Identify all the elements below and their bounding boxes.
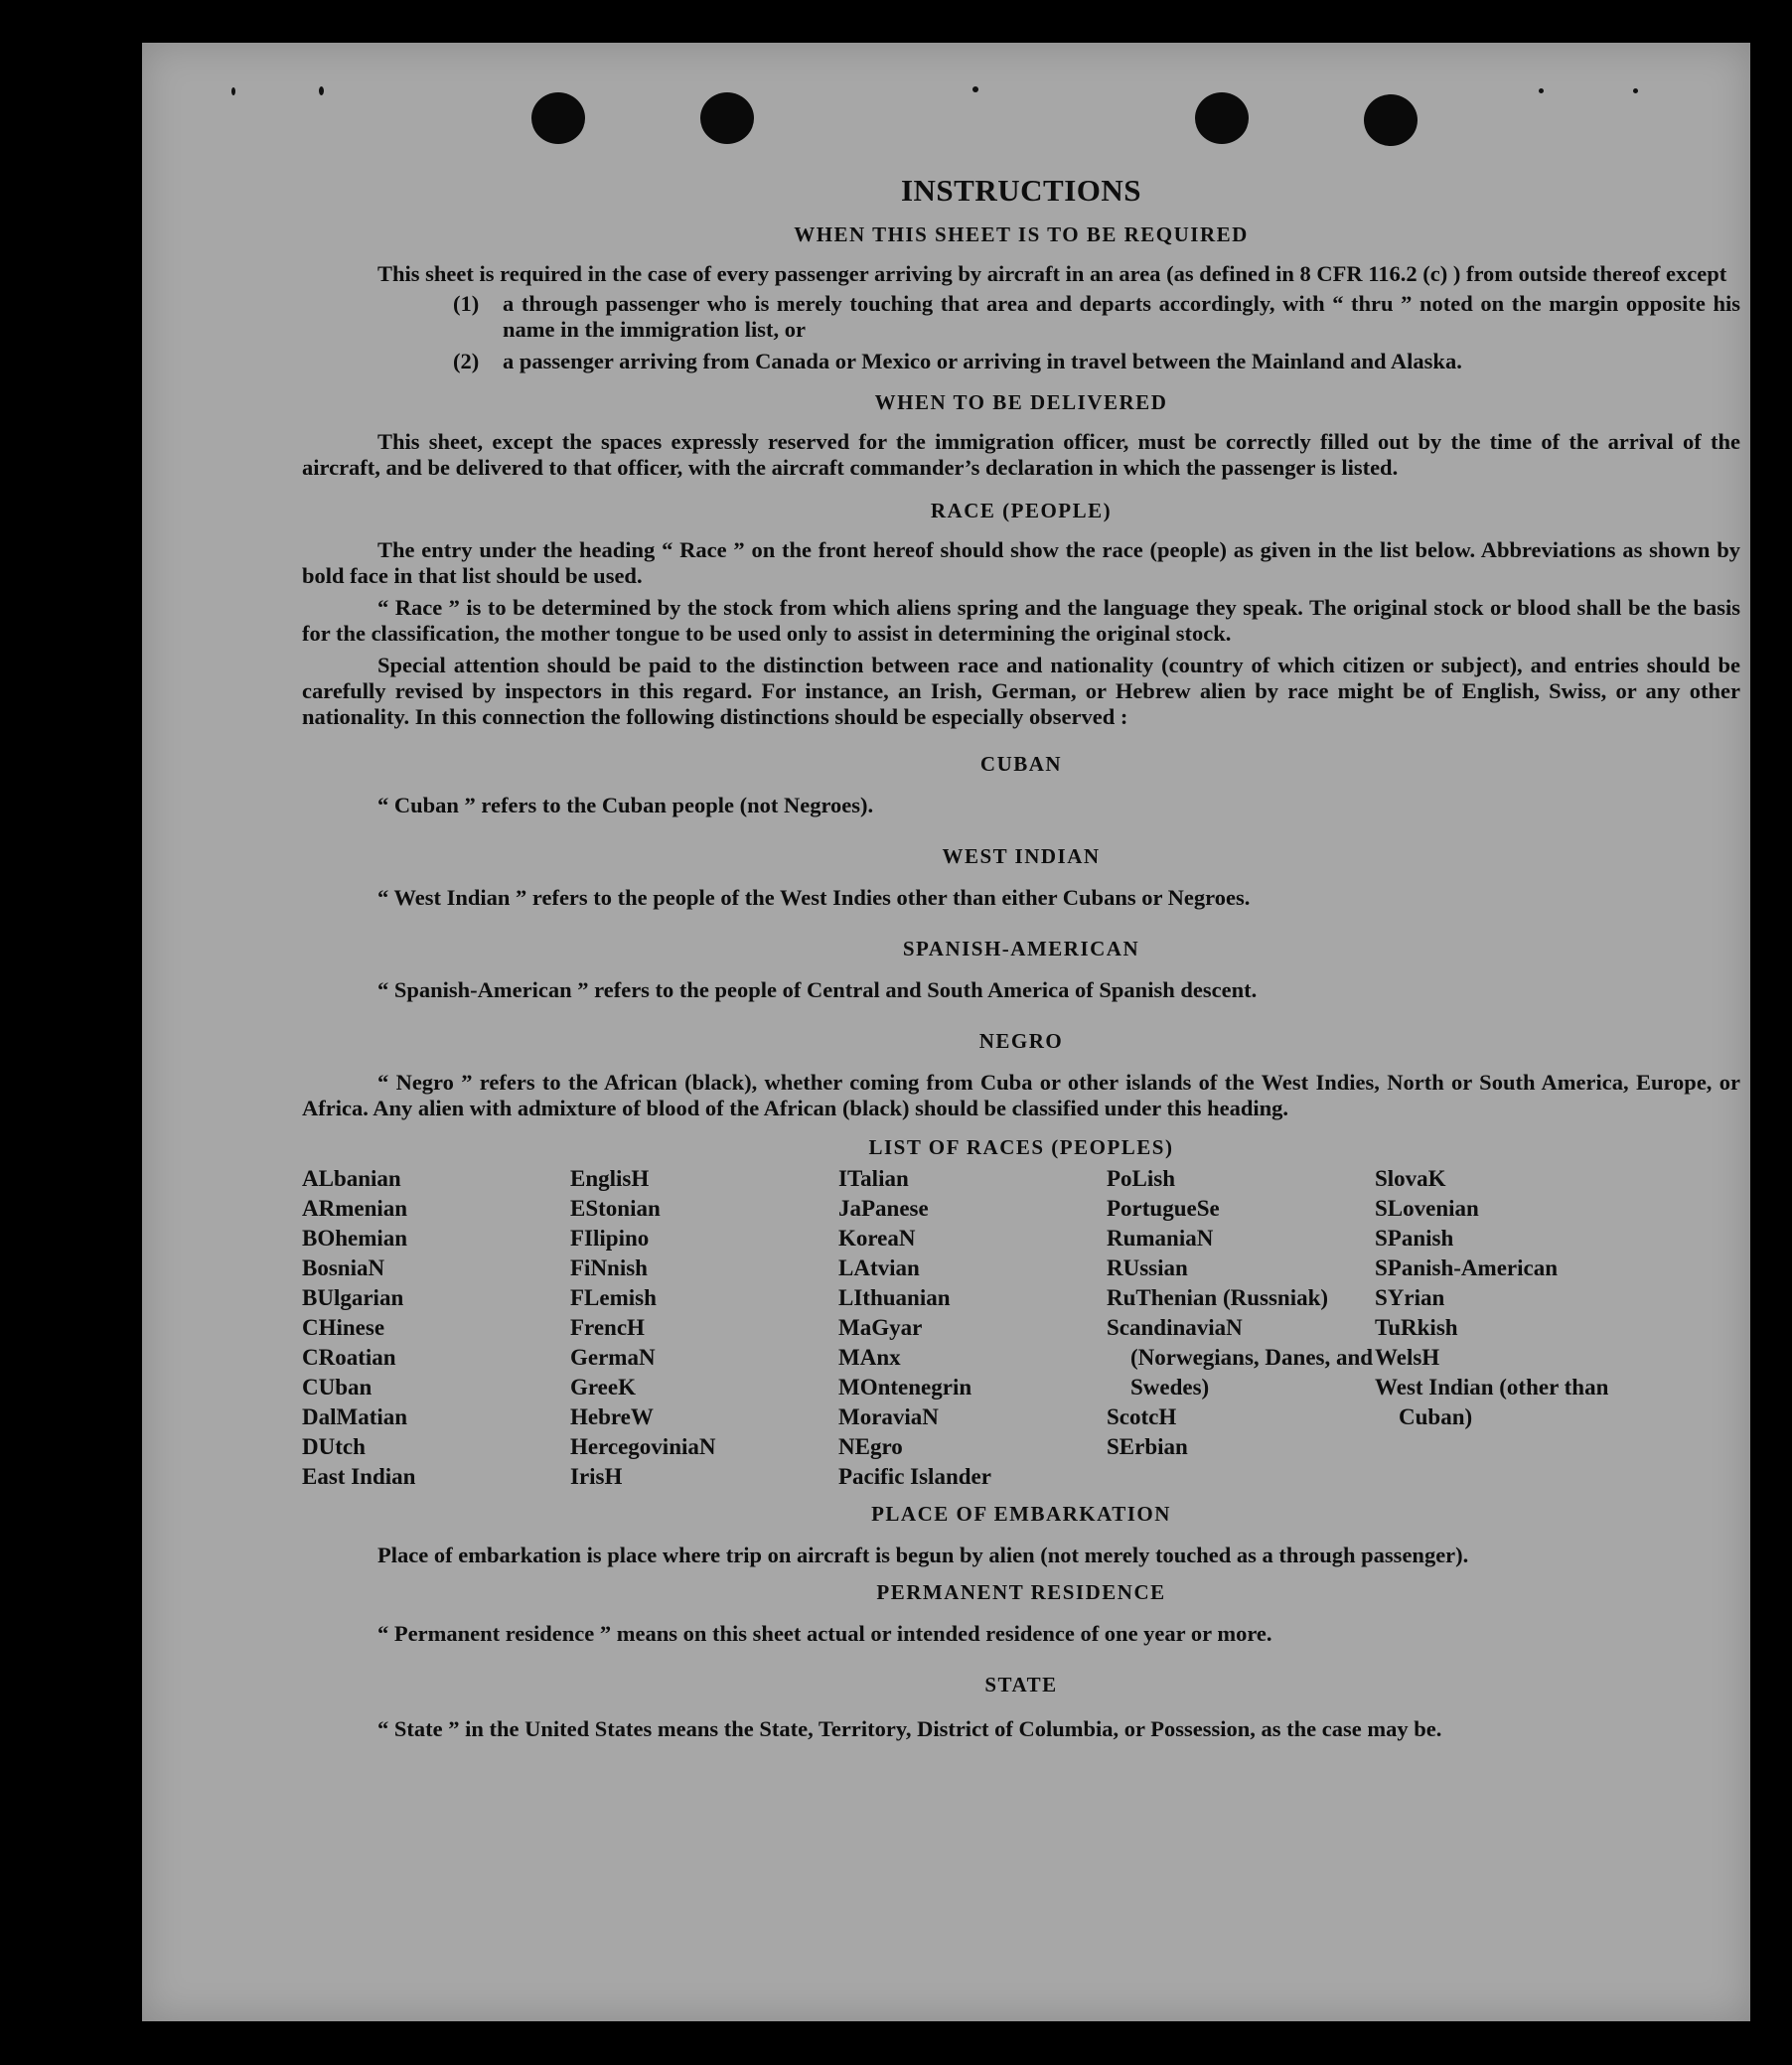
instructions-content xyxy=(302,173,1740,1745)
races-column xyxy=(1375,1164,1643,1492)
race-entry: HebreW xyxy=(570,1404,654,1429)
race-entry: RuThenian (Russniak) xyxy=(1107,1285,1329,1310)
race-entry: ScandinaviaN (Norwegians, Danes, and Swedes) xyxy=(1107,1315,1374,1400)
races-list xyxy=(302,1164,1740,1492)
race-entry: WelsH xyxy=(1375,1345,1440,1370)
race-entry: IrisH xyxy=(570,1464,623,1489)
race-entry: RumaniaN xyxy=(1107,1226,1214,1251)
race-entry: MoraviaN xyxy=(838,1404,939,1429)
west-indian-text: “ West Indian ” refers to the people of the West Indies other than either Cubans or Negroes. xyxy=(377,885,1251,910)
exception-item xyxy=(453,349,1740,374)
embarkation-text: Place of embarkation is place where trip on aircraft is begun by alien (not merely touched as a through passenger). xyxy=(377,1543,1469,1567)
race-entry: MOntenegrin xyxy=(838,1375,972,1400)
cuban-text: “ Cuban ” refers to the Cuban people (not Negroes). xyxy=(377,793,874,817)
section-heading-state: STATE xyxy=(984,1673,1058,1696)
race-entry: FiNnish xyxy=(570,1255,648,1280)
state-text: “ State ” in the United States means the State, Territory, District of Columbia, or Possession, as the case may be. xyxy=(377,1716,1442,1741)
speck xyxy=(1539,88,1544,93)
section-heading-cuban: CUBAN xyxy=(979,752,1063,776)
speck xyxy=(231,87,235,95)
punch-hole xyxy=(1195,92,1249,144)
race-entry: FIlipino xyxy=(570,1226,650,1251)
section-heading-required: WHEN THIS SHEET IS TO BE REQUIRED xyxy=(794,222,1249,246)
race-entry: KoreaN xyxy=(838,1226,916,1251)
race-entry: MaGyar xyxy=(838,1315,923,1340)
race-entry: ScotcH xyxy=(1107,1404,1177,1429)
speck xyxy=(972,86,978,92)
race-entry: East Indian xyxy=(302,1464,416,1489)
section-heading-race: RACE (PEOPLE) xyxy=(930,499,1113,522)
speck xyxy=(1633,88,1638,93)
section-heading-residence: PERMANENT RESIDENCE xyxy=(876,1580,1166,1604)
exception-number: (1) xyxy=(453,291,480,316)
race-entry: DalMatian xyxy=(302,1404,408,1429)
race-entry: JaPanese xyxy=(838,1196,929,1221)
document-sheet xyxy=(142,43,1750,2021)
section-heading-spanish-american: SPANISH-AMERICAN xyxy=(902,937,1140,960)
races-column xyxy=(570,1164,838,1492)
race-entry: SlovaK xyxy=(1375,1166,1446,1191)
race-entry: TuRkish xyxy=(1375,1315,1458,1340)
race-paragraph: The entry under the heading “ Race ” on the front hereof should show the race (people) as given in the list below. Abbreviations as shown by bold face in that list should be used. xyxy=(302,537,1740,588)
race-entry: BUlgarian xyxy=(302,1285,404,1310)
race-entry: Pacific Islander xyxy=(838,1464,991,1489)
race-entry: FLemish xyxy=(570,1285,657,1310)
race-entry: EnglisH xyxy=(570,1166,650,1191)
race-entry: SPanish xyxy=(1375,1226,1454,1251)
race-paragraph: “ Race ” is to be determined by the stock from which aliens spring and the language they speak. The original stock or blood shall be the basis for the classification, the mother tongue to be used only to assist in determining the original stock. xyxy=(302,595,1740,646)
speck xyxy=(319,86,324,95)
race-entry: CHinese xyxy=(302,1315,385,1340)
section-heading-delivered: WHEN TO BE DELIVERED xyxy=(874,390,1168,414)
spanish-american-text: “ Spanish-American ” refers to the people of Central and South America of Spanish descent. xyxy=(377,977,1258,1002)
section-heading-embarkation: PLACE OF EMBARKATION xyxy=(871,1502,1171,1526)
race-entry: RUssian xyxy=(1107,1255,1188,1280)
races-column xyxy=(1107,1164,1375,1492)
punch-hole xyxy=(700,92,754,144)
race-entry: ALbanian xyxy=(302,1166,401,1191)
race-entry: FrencH xyxy=(570,1315,645,1340)
races-column xyxy=(838,1164,1107,1492)
race-entry: LIthuanian xyxy=(838,1285,951,1310)
race-entry: ITalian xyxy=(838,1166,909,1191)
race-entry: DUtch xyxy=(302,1434,366,1459)
race-entry: GreeK xyxy=(570,1375,636,1400)
section-heading-negro: NEGRO xyxy=(978,1029,1064,1053)
race-entry: PoLish xyxy=(1107,1166,1176,1191)
section-heading-west-indian: WEST INDIAN xyxy=(942,844,1101,868)
exception-text: a through passenger who is merely touching that area and departs accordingly, with “ thru ” noted on the margin opposite his name in the immigration list, or xyxy=(503,291,1740,342)
race-entry: West Indian (other than Cuban) xyxy=(1375,1375,1609,1429)
punch-hole xyxy=(531,92,585,144)
race-entry: SPanish-American xyxy=(1375,1255,1558,1280)
race-entry: SErbian xyxy=(1107,1434,1188,1459)
race-entry: ARmenian xyxy=(302,1196,408,1221)
race-paragraph: Special attention should be paid to the distinction between race and nationality (country of which citizen or subject), and entries should be carefully revised by inspectors in this regard. For instance, an Irish, German, or Hebrew alien by race might be of English, Swiss, or any other nationality. In this connection the following distinctions should be especially observed : xyxy=(302,653,1740,729)
race-entry: MAnx xyxy=(838,1345,901,1370)
page-title: INSTRUCTIONS xyxy=(900,173,1141,208)
section-heading-list-of-races: LIST OF RACES (PEOPLES) xyxy=(868,1135,1174,1159)
race-entry: SLovenian xyxy=(1375,1196,1479,1221)
race-entry: BosniaN xyxy=(302,1255,385,1280)
exception-number: (2) xyxy=(453,349,480,373)
race-entry: LAtvian xyxy=(838,1255,920,1280)
race-entry: HercegoviniaN xyxy=(570,1434,716,1459)
residence-text: “ Permanent residence ” means on this sheet actual or intended residence of one year or more. xyxy=(377,1621,1272,1646)
race-entry: EStonian xyxy=(570,1196,661,1221)
race-entry: CUban xyxy=(302,1375,373,1400)
race-entry: BOhemian xyxy=(302,1226,408,1251)
race-entry: GermaN xyxy=(570,1345,656,1370)
exception-item xyxy=(453,291,1740,343)
negro-text: “ Negro ” refers to the African (black), whether coming from Cuba or other islands of the West Indies, North or South America, Europe, or Africa. Any alien with admixture of blood of the African (black) should be classified under this heading. xyxy=(302,1070,1740,1120)
race-entry: NEgro xyxy=(838,1434,903,1459)
race-entry: CRoatian xyxy=(302,1345,396,1370)
exception-text: a passenger arriving from Canada or Mexico or arriving in travel between the Mainland and Alaska. xyxy=(503,349,1462,373)
required-intro: This sheet is required in the case of every passenger arriving by aircraft in an area (as defined in 8 CFR 116.2 (c) ) from outside thereof except xyxy=(377,261,1727,286)
race-entry: PortugueSe xyxy=(1107,1196,1220,1221)
races-column xyxy=(302,1164,570,1492)
race-entry: SYrian xyxy=(1375,1285,1445,1310)
delivered-text: This sheet, except the spaces expressly reserved for the immigration officer, must be correctly filled out by the time of the arrival of the aircraft, and be delivered to that officer, with the aircraft commander’s declaration in which the passenger is listed. xyxy=(302,429,1740,480)
punch-hole xyxy=(1364,94,1418,146)
